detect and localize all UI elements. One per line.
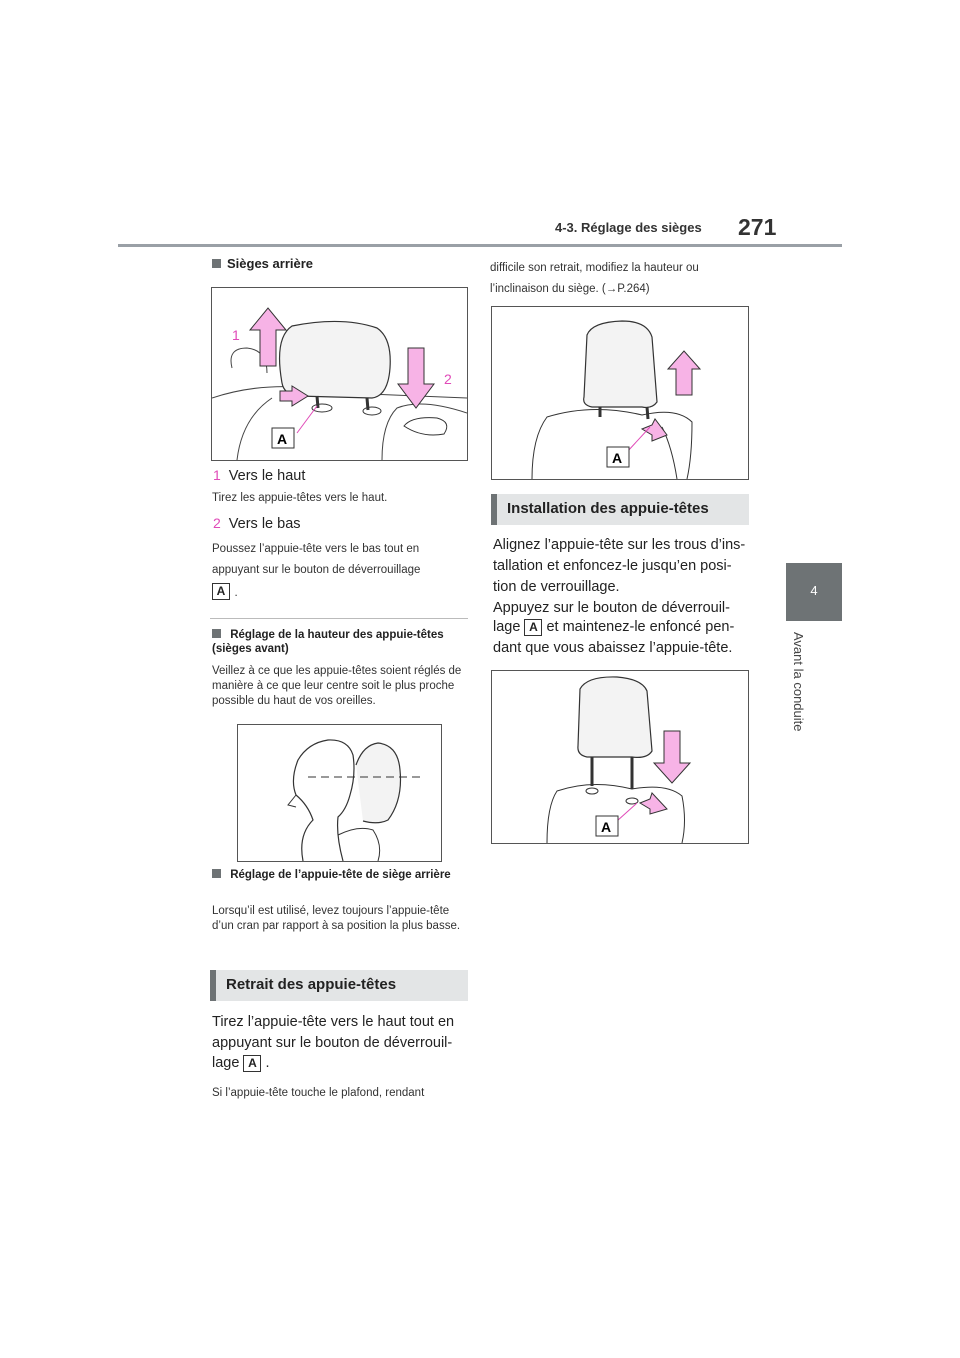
- step2: [213, 513, 301, 535]
- rear-seats-heading: Sièges arrière: [212, 256, 313, 271]
- step2-label: Vers le bas: [228, 516, 301, 532]
- install-text-d: et maintenez-le enfoncé pen-dant que vous abaissez l’appuie-tête.: [493, 619, 735, 656]
- chapter-tab: [786, 563, 842, 621]
- removal-text-end: lage A .: [212, 1055, 270, 1071]
- figure-front-headrest-height: [237, 724, 442, 862]
- step2-text: Poussez l’appuie-tête vers le bas tout en appuyant sur le bouton de déverrouillage: [212, 543, 421, 576]
- front-text: Veillez à ce que les appuie-têtes soient réglés de manière à ce que leur centre soit le plus proche possible du haut de vos oreilles.: [212, 665, 462, 707]
- rear-adjust-heading: [212, 868, 470, 882]
- front-heading-text: Réglage de la hauteur des appuie-têtes (sièges avant): [212, 629, 444, 655]
- chapter-number: 4: [810, 583, 818, 598]
- button-a-label: A: [212, 583, 230, 600]
- step1-number: 1: [213, 467, 221, 483]
- step2-number: 2: [213, 515, 221, 531]
- removal-text: Tirez l’appuie-tête vers le haut tout en appuyant sur le bouton de déverrouil-: [212, 1014, 455, 1051]
- install-text-lage: lage: [493, 619, 521, 635]
- fig1-label-A: A: [277, 431, 288, 447]
- section-title: 4-3. Réglage des sièges: [555, 220, 702, 235]
- page-number: 271: [738, 214, 777, 240]
- removal-note: Si l’appuie-tête touche le plafond, rendant: [212, 1087, 425, 1099]
- install-text: Alignez l’appuie-tête sur les trous d’ins-tallation et enfoncez-le jusqu’en posi-tion de verrouillage.: [493, 537, 746, 595]
- rear-adjust-heading-text: Réglage de l’appuie-tête de siège arrière: [230, 869, 451, 881]
- front-heading: [212, 628, 470, 656]
- step1-label: Vers le haut: [228, 468, 306, 484]
- removal-banner: Retrait des appuie-têtes: [210, 970, 468, 1001]
- install-text-b: Appuyez sur le bouton de déverrouil-: [493, 600, 730, 616]
- figure-headrest-removal: [491, 306, 749, 480]
- install-banner: Installation des appuie-têtes: [491, 494, 749, 525]
- fig1-label-2: 2: [444, 371, 452, 387]
- step2-button-ref: [212, 583, 238, 601]
- rear-adjust-text: Lorsqu’il est utilisé, levez toujours l’appuie-tête d’un cran par rapport à sa position la plus basse.: [212, 905, 461, 932]
- divider: [210, 618, 468, 619]
- figure-headrest-install: [491, 670, 749, 844]
- step1: [213, 465, 305, 487]
- button-a-label: A: [524, 619, 542, 636]
- chapter-tab-strip: [786, 250, 842, 563]
- fig4-label-A: A: [601, 819, 612, 835]
- install-text-c: [493, 617, 749, 659]
- fig3-label-A: A: [612, 450, 623, 466]
- figure-rear-headrest-adjust: [211, 287, 468, 461]
- step1-text: Tirez les appuie-têtes vers le haut.: [212, 492, 388, 504]
- note-continued: difficile son retrait, modifiez la hauteur ou l’inclinaison du siège. (→P.264): [490, 262, 699, 295]
- header-rule: [118, 244, 842, 247]
- chapter-label: Avant la conduite: [791, 632, 806, 732]
- fig1-label-1: 1: [232, 327, 240, 343]
- button-a-label: A: [243, 1055, 261, 1072]
- removal-text-lage: lage: [212, 1055, 240, 1071]
- period: .: [234, 587, 238, 599]
